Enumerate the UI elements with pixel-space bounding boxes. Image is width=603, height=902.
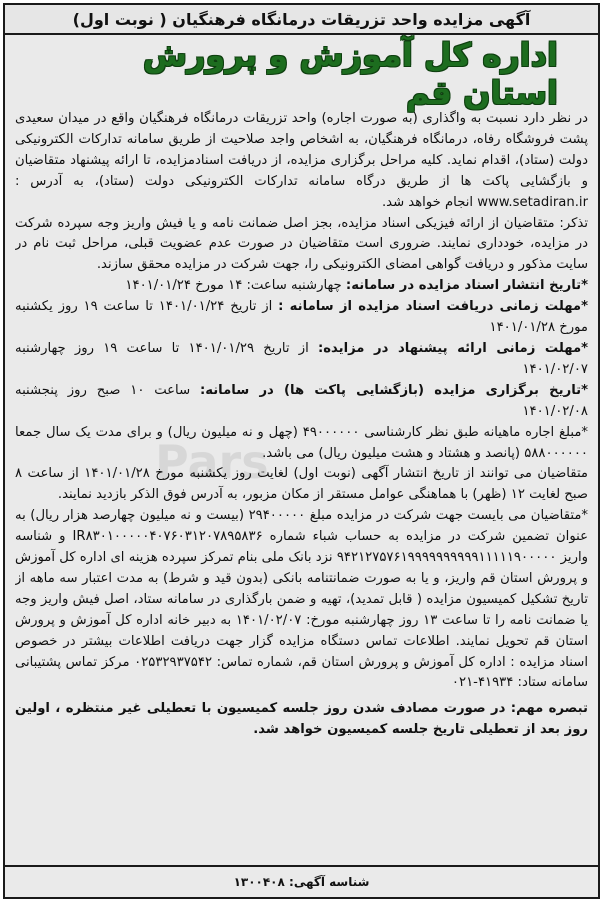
publish-date-value: چهارشنبه ساعت: ۱۴ مورخ ۱۴۰۱/۰۱/۲۴ xyxy=(125,278,342,294)
doc-receive-value: از تاریخ ۱۴۰۱/۰۱/۲۴ تا ساعت ۱۹ روز یکشنبه مورخ ۱۴۰۱/۰۱/۲۸ xyxy=(15,299,588,336)
doc-receive-item xyxy=(15,297,588,339)
publish-date-label: *تاریخ انتشار اسناد مزایده در سامانه: xyxy=(345,278,588,294)
visit-paragraph: متقاضیان می توانند از تاریخ انتشار آگهی (نوبت اول) لغایت روز یکشنبه مورخ ۱۴۰۱/۰۱/۲۸ از ساعت ۸ صبح لغایت ۱۲ (ظهر) با هماهنگی عوامل مستقر از مکان مزبور، به آدرس فوق الذکر بازدید نمایند. xyxy=(15,466,588,503)
top-title-bar xyxy=(5,5,598,35)
intro-text: در نظر دارد نسبت به واگذاری (به صورت اجاره) واحد تزریقات درمانگاه فرهنگیان واقع در میدان سعیدی پشت فروشگاه رفاه، درمانگاه فرهنگیان، به اشخاص واجد صلاحیت از طریق سامانه تدارکات الکترونیکی دولت (ستاد)، اقدام نماید. کلیه مراحل برگزاری مزایده، از دریافت اسنادمزایده، تا ارائه پیشنهاد متقاضیان و بازگشایی پاکت ها از طریق درگاه سامانه تدارکات الکترونیکی دولت (ستاد)، به آدرس : xyxy=(15,111,588,189)
doc-receive-label: *مهلت زمانی دریافت اسناد مزایده از سامانه : xyxy=(278,299,588,315)
ad-top-title: آگهی مزایده واحد تزریقات درمانگاه فرهنگیان ( نوبت اول) xyxy=(72,9,531,29)
opening-date-item xyxy=(15,381,588,423)
footer xyxy=(5,867,598,897)
offer-deadline-value: از تاریخ ۱۴۰۱/۰۱/۲۹ تا ساعت ۱۹ روز چهارشنبه ۱۴۰۱/۰۲/۰۷ xyxy=(15,340,588,377)
setad-link[interactable]: www.setadiran.ir xyxy=(477,194,588,210)
publish-date-item xyxy=(15,276,588,297)
opening-date-value: ساعت ۱۰ صبح روز پنجشنبه ۱۴۰۱/۰۲/۰۸ xyxy=(15,382,588,419)
org-banner xyxy=(45,36,558,112)
tazakor-paragraph: تذکر: متقاضیان از ارائه فیزیکی اسناد مزایده، بجز اصل ضمانت نامه و یا فیش واریز وجه سپرده شرکت در مزایده، خودداری نمایند. ضروری است متقاضیان در صورت عدم عضویت قبلی، مراحل ثبت نام در سایت مذکور و دریافت گواهی امضای الکترونیکی را، جهت شرکت در مزایده محقق سازند. xyxy=(15,215,588,273)
rent-amount-paragraph: *مبلغ اجاره ماهیانه طبق نظر کارشناسی ۴۹۰۰۰۰۰۰ (چهل و نه میلیون ریال) و برای مدت یک سال جمعا ۵۸۸۰۰۰۰۰۰ (پانصد و هشتاد و هشت میلیون ریال) می باشد. xyxy=(15,424,588,461)
advertisement-frame xyxy=(3,3,600,899)
intro-paragraph xyxy=(15,109,588,214)
ad-body xyxy=(15,109,588,853)
offer-deadline-item xyxy=(15,339,588,381)
intro-end-text: انجام خواهد شد. xyxy=(381,194,474,210)
ad-id: شناسه آگهی: ۱۳۰۰۴۰۸ xyxy=(233,875,370,889)
opening-date-label: *تاریخ برگزاری مزایده (بازگشایی پاکت ها) در سامانه: xyxy=(199,382,588,398)
important-note: تبصره مهم: در صورت مصادف شدن روز جلسه کمیسیون با تعطیلی غیر منتظره ، اولین روز بعد از تعطیلی تاریخ جلسه کمیسیون خواهد شد. xyxy=(15,701,588,738)
org-title: اداره کل آموزش و پرورش استان قم xyxy=(142,36,558,112)
watermark-logo: Pars xyxy=(155,435,269,489)
offer-deadline-label: *مهلت زمانی ارائه پیشنهاد در مزایده: xyxy=(317,340,588,356)
deposit-paragraph: *متقاضیان می بایست جهت شرکت در مزایده مبلغ ۲۹۴۰۰۰۰۰ (بیست و نه میلیون چهارصد هزار ریال) به عنوان تضمین شرکت در مزایده به حساب شباء شماره IR۸۳۰۱۰۰۰۰۰۴۰۷۶۰۳۱۲۰۷۸۹۵۸۳۶ و شناسه واریز ۹۴۲۱۲۷۵۷۶۱۹۹۹۹۹۹۹۹۹۹۱۱۱۱۱۹۰۰۰۰۰ نزد بانک ملی بنام تمرکز سپرده هزینه ای اداره کل آموزش و پرورش استان قم واریز، و یا به صورت ضمانتنامه بانکی (بدون قید و شرط) به مدت اعتبار سه ماهه از تاریخ تشکیل کمیسیون مزایده ( قابل تمدید)، تهیه و ضمن بارگذاری در سامانه ستاد، اصل فیش واریز وجه یا ضمانت نامه را تا ساعت ۱۳ روز چهارشنبه مورخ: ۱۴۰۱/۰۲/۰۷ به دبیر خانه اداره کل آموزش و پرورش استان قم تحویل نمایند. اطلاعات تماس دستگاه مزایده گزار جهت دریافت اطلاعات بیشتر در خصوص اسناد مزایده : اداره کل آموزش و پرورش استان قم، شماره تماس: ۰۲۵۳۲۹۳۷۵۴۲ مرکز تماس پشتیبانی سامانه ستاد: ۴۱۹۳۴-۰۲۱ xyxy=(15,508,588,691)
